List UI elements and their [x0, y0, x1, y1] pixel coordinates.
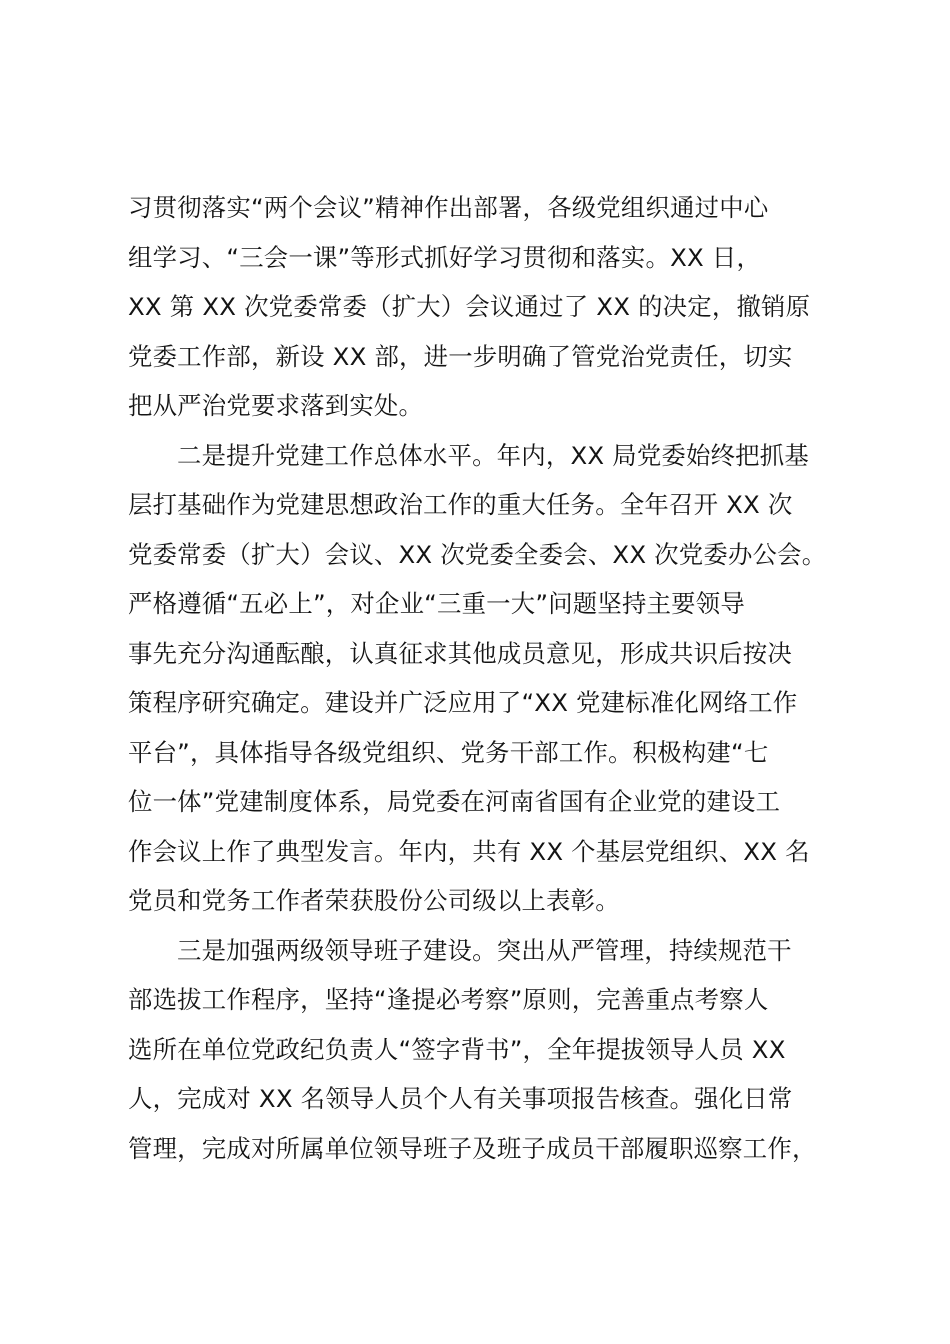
text-line: 管理，完成对所属单位领导班子及班子成员干部履职巡察工作， [128, 1133, 817, 1163]
text-line: 选所在单位党政纪负责人“签字背书”，全年提拔领导人员 XX [128, 1034, 786, 1064]
document-body [128, 183, 848, 1173]
text-line: 层打基础作为党建思想政治工作的重大任务。全年召开 XX 次 [128, 490, 793, 519]
text-line: XX 第 XX 次党委常委（扩大）会议通过了 XX 的决定，撤销原 [128, 292, 811, 321]
text-line: 习贯彻落实“两个会议”精神作出部署，各级党组织通过中心 [128, 193, 769, 222]
text-line: 部选拔工作程序，坚持“逢提必考察”原则，完善重点考察人 [128, 985, 769, 1014]
text-line: 党委工作部，新设 XX 部，进一步明确了管党治党责任，切实 [128, 341, 793, 371]
text-line: 组学习、“三会一课”等形式抓好学习贯彻和落实。XX 日， [128, 242, 762, 272]
text-line: 位一体”党建制度体系，局党委在河南省国有企业党的建设工 [128, 787, 781, 816]
text-line: 策程序研究确定。建设并广泛应用了“XX 党建标准化网络工作 [128, 688, 798, 717]
paragraph-3 [128, 926, 848, 1174]
text-line: 把从严治党要求落到实处。 [128, 391, 424, 420]
text-line: 三是加强两级领导班子建设。突出从严管理，持续规范干 [177, 935, 792, 965]
text-line: 严格遵循“五必上”，对企业“三重一大”问题坚持主要领导 [128, 589, 745, 618]
text-line: 二是提升党建工作总体水平。年内，XX 局党委始终把抓基 [177, 440, 809, 470]
paragraph-1 [128, 183, 848, 431]
text-line: 人，完成对 XX 名领导人员个人有关事项报告核查。强化日常 [128, 1084, 793, 1113]
text-line: 事先充分沟通酝酿，认真征求其他成员意见，形成共识后按决 [128, 638, 792, 668]
text-line: 平台”，具体指导各级党组织、党务干部工作。积极构建“七 [128, 737, 769, 767]
text-line: 党委常委（扩大）会议、XX 次党委全委会、XX 次党委办公会。 [128, 539, 827, 569]
text-line: 党员和党务工作者荣获股份公司级以上表彰。 [128, 886, 620, 915]
text-line: 作会议上作了典型发言。年内，共有 XX 个基层党组织、XX 名 [128, 836, 810, 866]
paragraph-2 [128, 431, 848, 926]
